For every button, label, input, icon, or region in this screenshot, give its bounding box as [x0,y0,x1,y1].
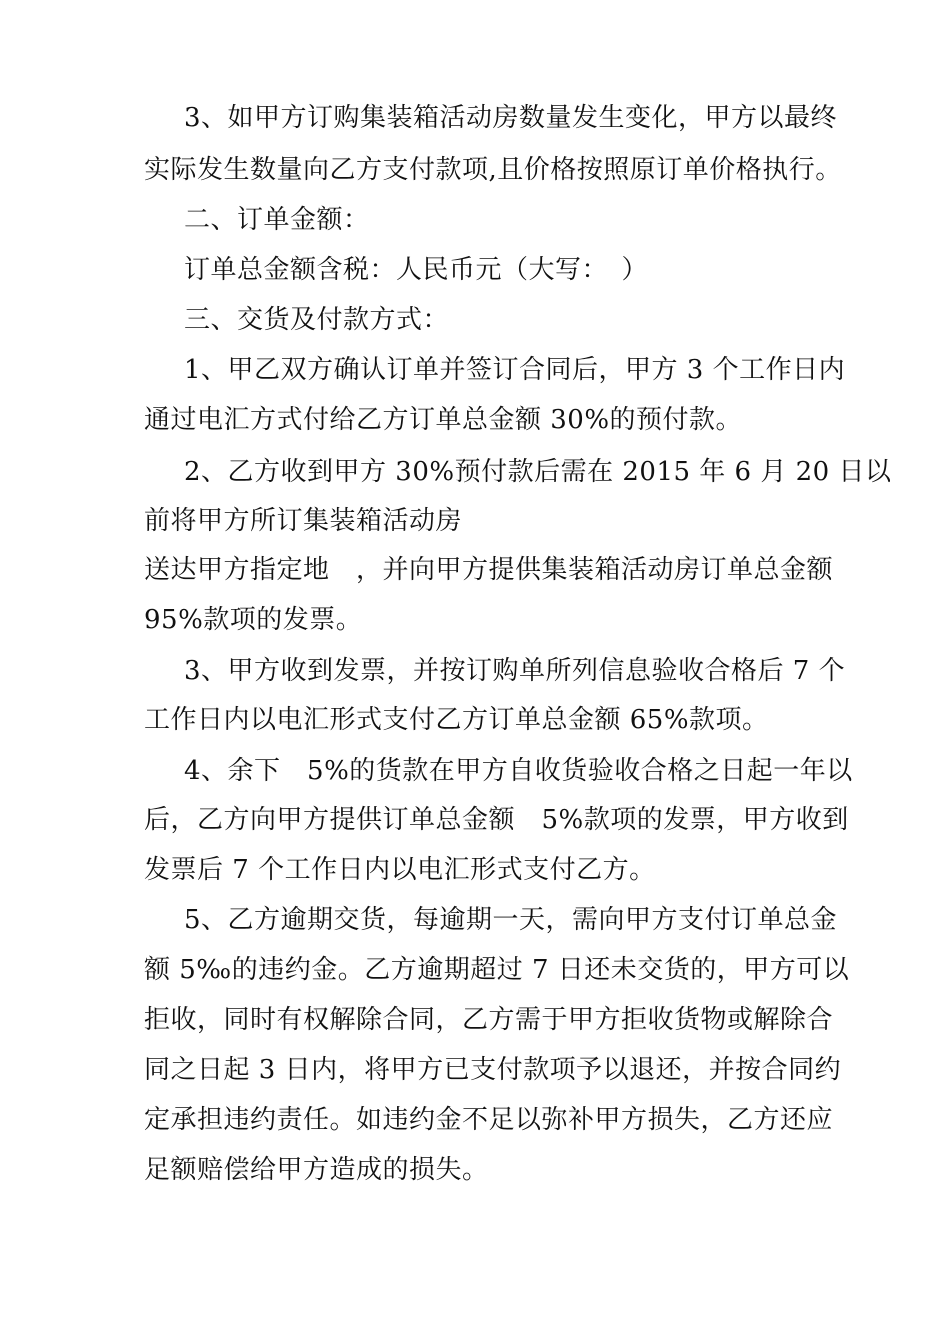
text-line: 95%款项的发票。 [144,605,363,635]
text-line: 前将甲方所订集装箱活动房 [144,506,463,536]
text-line: 订单总金额含税：人民币元（大写： ） [184,255,649,285]
text-line: 足额赔偿给甲方造成的损失。 [144,1155,489,1185]
text-line: 发票后 7 个工作日内以电汇形式支付乙方。 [144,855,656,885]
text-line: 实际发生数量向乙方支付款项,且价格按照原订单价格执行。 [144,155,842,185]
text-line: 3、如甲方订购集装箱活动房数量发生变化，甲方以最终 [184,103,838,133]
text-line: 工作日内以电汇形式支付乙方订单总金额 65%款项。 [144,705,769,735]
text-line: 后，乙方向甲方提供订单总金额 5%款项的发票，甲方收到 [144,805,849,835]
text-line: 额 5‰的违约金。乙方逾期超过 7 日还未交货的，甲方可以 [144,955,850,985]
text-line: 送达甲方指定地 ，并向甲方提供集装箱活动房订单总金额 [144,555,834,585]
text-line: 2、乙方收到甲方 30%预付款后需在 2015 年 6 月 20 日以 [184,457,892,487]
text-line: 拒收，同时有权解除合同，乙方需于甲方拒收货物或解除合 [144,1005,834,1035]
text-line: 通过电汇方式付给乙方订单总金额 30%的预付款。 [144,405,743,435]
text-line: 5、乙方逾期交货，每逾期一天，需向甲方支付订单总金 [184,905,838,935]
section-heading: 三、交货及付款方式： [184,305,450,335]
text-line: 1、甲乙双方确认订单并签订合同后，甲方 3 个工作日内 [184,355,846,385]
text-line: 定承担违约责任。如违约金不足以弥补甲方损失，乙方还应 [144,1105,834,1135]
text-line: 4、余下 5%的货款在甲方自收货验收合格之日起一年以 [184,756,853,786]
section-heading: 二、订单金额： [184,205,370,235]
text-line: 3、甲方收到发票，并按订购单所列信息验收合格后 7 个 [184,656,846,686]
text-line: 同之日起 3 日内，将甲方已支付款项予以退还，并按合同约 [144,1055,842,1085]
